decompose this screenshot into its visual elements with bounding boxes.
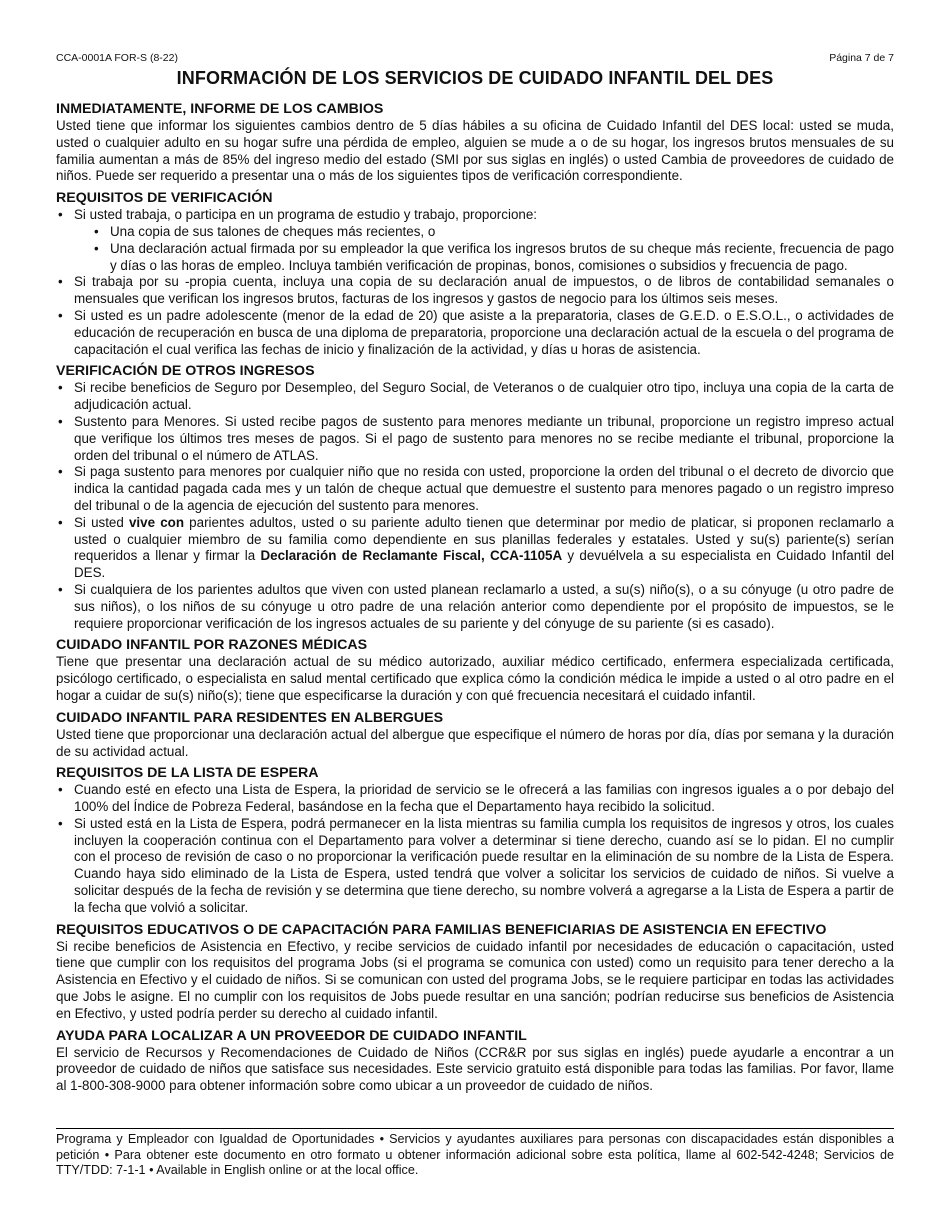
section-title: REQUISITOS DE VERIFICACIÓN [56,190,273,207]
section-verification [56,190,894,358]
section-body: Usted tiene que informar los siguientes cambios dentro de 5 días hábiles a su oficina de Cuidado Infantil del DES local: usted se muda, usted o cualquier adulto en su hogar sufre una pérdida de empleo, alguien se mude a o de su hogar, los ingresos brutos mensuales de su familia aumentan a más de 85% del ingreso medio del estado (SMI por sus siglas en inglés) o usted Cambia de proveedores de cuidado de niños. Puede ser requerido a presentar una o más de los siguientes tipos de verificación correspondiente. [56,118,894,184]
section-provider [56,1028,894,1095]
section-title: CUIDADO INFANTIL PARA RESIDENTES EN ALBERGUES [56,709,444,726]
section-body: Tiene que presentar una declaración actual de su médico autorizado, auxiliar médico certificado, enfermera especializada certificada, psicólogo certificado, o especialista en salud mental certificado que explica cómo la condición médica le impide a usted o al otro padre en el hogar a cuidar de su(s) niño(s); tiene que especificarse la duración y con qué frecuencia necesitará el cuidado infantil. [56,654,894,703]
bullet-list [56,782,894,916]
bullet-list [56,207,894,358]
list-item [56,515,894,582]
list-item: • Si usted es un padre adolescente (menor de la edad de 20) que asiste a la preparatoria, clases de G.E.D. o E.S.O.L., o actividades de educación de recuperación en busca de una diploma de preparatoria, proporcione una declaración actual de la escuela o del programa de capacitación el cual verifica las fechas de inicio y finalización de la actividad, y días u horas de asistencia. [56,308,894,358]
list-item [56,207,894,274]
sub-bullet-list [74,224,894,274]
list-item-text: parientes adultos, usted o su pariente adulto tienen que determinar por medio de platicar, si proponen reclamarlo a usted o cualquier miembro de su familia como dependiente en sus planillas federales y estatales. Usted y su(s) pariente(s) serían requeridos a llenar y firmar la [74,514,894,564]
footer-text: Programa y Empleador con Igualdad de Oportunidades • Servicios y ayudantes auxiliares para personas con discapacidades están disponibles a petición • Para obtener este documento en otro formato u obtener información adicional sobre esta política, llame al 602-542-4248; Servicios de TTY/TDD: 7-1-1 • Available in English online or at the local office. [56,1132,894,1177]
list-item: • Si paga sustento para menores por cualquier niño que no resida con usted, proporcione la orden del tribunal o el decreto de divorcio que indica la cantidad pagada cada mes y un talón de cheque actual que demuestre el sustento para menores pagado o un registro impreso del tribunal o de la agencia de ejecución del sustento para menores. [56,464,894,514]
section-medical [56,637,894,704]
sub-list-item: • Una copia de sus talones de cheques más recientes, o [92,224,894,241]
list-item-text: Si usted trabaja, o participa en un programa de estudio y trabajo, proporcione: [74,207,538,223]
page-number: Página 7 de 7 [829,52,894,64]
form-reference: Declaración de Reclamante Fiscal, CCA-1105A [260,548,563,564]
list-item-text: Si usted [74,514,129,530]
document-body [56,101,894,1100]
section-education [56,922,894,1023]
list-item: • Sustento para Menores. Si usted recibe pagos de sustento para menores mediante un tribunal, proporcione un registro impreso actual que verifique los últimos tres meses de pagos. Si el pago de sustento para menores no se recibe mediante el tribunal, proporcione la orden del tribunal o el número de ATLAS. [56,414,894,464]
list-item: • Si recibe beneficios de Seguro por Desempleo, del Seguro Social, de Veteranos o de cualquier otro tipo, incluya una copia de la carta de adjudicación actual. [56,380,894,414]
section-title: REQUISITOS DE LA LISTA DE ESPERA [56,765,319,782]
section-title: REQUISITOS EDUCATIVOS O DE CAPACITACIÓN PARA FAMILIAS BENEFICIARIAS DE ASISTENCIA EN EFECTIVO [56,921,827,938]
section-body: El servicio de Recursos y Recomendaciones de Cuidado de Niños (CCR&R por sus siglas en inglés) puede ayudarle a encontrar a un proveedor de cuidado de niños que satisface sus necesidades. Este servicio gratuito está disponible para todas las familias. Por favor, llame al 1-800-308-9000 para obtener información sobre como ubicar a un proveedor de cuidado de niños. [56,1044,894,1094]
section-body: Si recibe beneficios de Asistencia en Efectivo, y recibe servicios de cuidado infantil por necesidades de educación o capacitación, usted tiene que cumplir con los requisitos del programa Jobs (si el programa se comunica con usted) como un requisito para tener derecho a la Asistencia en Efectivo y el cuidado de niños. Si se comunican con usted del programa Jobs, se le requiere participar en todas las actividades que Jobs le asigne. El no cumplir con los requisitos de Jobs puede resultar en una sanción; podrían reducirse sus beneficios de Asistencia en Efectivo, y usted podría perder su derecho al cuidado infantil. [56,938,894,1021]
list-item: • Si trabaja por su -propia cuenta, incluya una copia de su declaración anual de impuestos, o de libros de contabilidad semanales o mensuales que verifican los ingresos brutos, facturas de los ingresos y gastos de negocio para los últimos seis meses. [56,274,894,308]
list-item-text: y devuélvela a su especialista en Cuidado Infantil del DES. [74,548,894,581]
section-body: Usted tiene que proporcionar una declaración actual del albergue que especifique el número de horas por día, días por semana y la duración de su actividad actual. [56,726,894,759]
form-id: CCA-0001A FOR-S (8-22) [56,52,178,64]
list-item: • Cuando esté en efecto una Lista de Espera, la prioridad de servicio se le ofrecerá a las familias con ingresos iguales a o por debajo del 100% del Índice de Pobreza Federal, basándose en la fecha que el Departamento haya recibido la solicitud. [56,782,894,816]
section-waiting-list [56,765,894,916]
bullet-list [56,380,894,632]
sub-list-item: • Una declaración actual firmada por su empleador la que verifica los ingresos brutos de su cheque más reciente, frecuencia de pago y días o las horas de empleo. Incluya también verificación de propinas, bonos, comisiones o subsidios y frecuencia de pago. [92,241,894,275]
page-footer [56,1128,894,1179]
section-title: VERIFICACIÓN DE OTROS INGRESOS [56,363,315,380]
section-shelter [56,710,894,761]
section-title: INMEDIATAMENTE, INFORME DE LOS CAMBIOS [56,101,384,117]
section-title: CUIDADO INFANTIL POR RAZONES MÉDICAS [56,637,368,654]
document-title: INFORMACIÓN DE LOS SERVICIOS DE CUIDADO INFANTIL DEL DES [176,68,774,88]
list-item: • Si cualquiera de los parientes adultos que viven con usted planean reclamarlo a usted, a su(s) niño(s), o a su cónyuge (u otro padre de sus niños), o los niños de su cónyuge u otro padre de una relación anterior como dependiente por el propósito de impuestos, se le requiere proporcionar verificación de los ingresos actuales de su pariente y del cónyuge de su pariente (si es casado). [56,582,894,632]
section-title: AYUDA PARA LOCALIZAR A UN PROVEEDOR DE CUIDADO INFANTIL [56,1027,527,1044]
section-other-income [56,363,894,632]
section-report-changes [56,101,894,185]
list-item: • Si usted está en la Lista de Espera, podrá permanecer en la lista mientras su familia cumpla los requisitos de ingresos y otros, los cuales incluyen la cooperación continua con el Departamento para volver a determinar si tiene derecho, cuando así se lo pidan. El no cumplir con el proceso de revisión de caso o no proporcionar la verificación puede resultar en la eliminación de su nombre de la Lista de Espera. Cuando haya sido eliminado de la Lista de Espera, usted tendrá que volver a solicitar los servicios de cuidado de niños. Si vuelve a solicitar después de la fecha de revisión y se determina que tiene derecho, su nombre volverá a agregarse a la Lista de Espera a partir de la fecha que volvió a solicitar. [56,816,894,917]
emphasis-text: vive con [128,514,185,530]
